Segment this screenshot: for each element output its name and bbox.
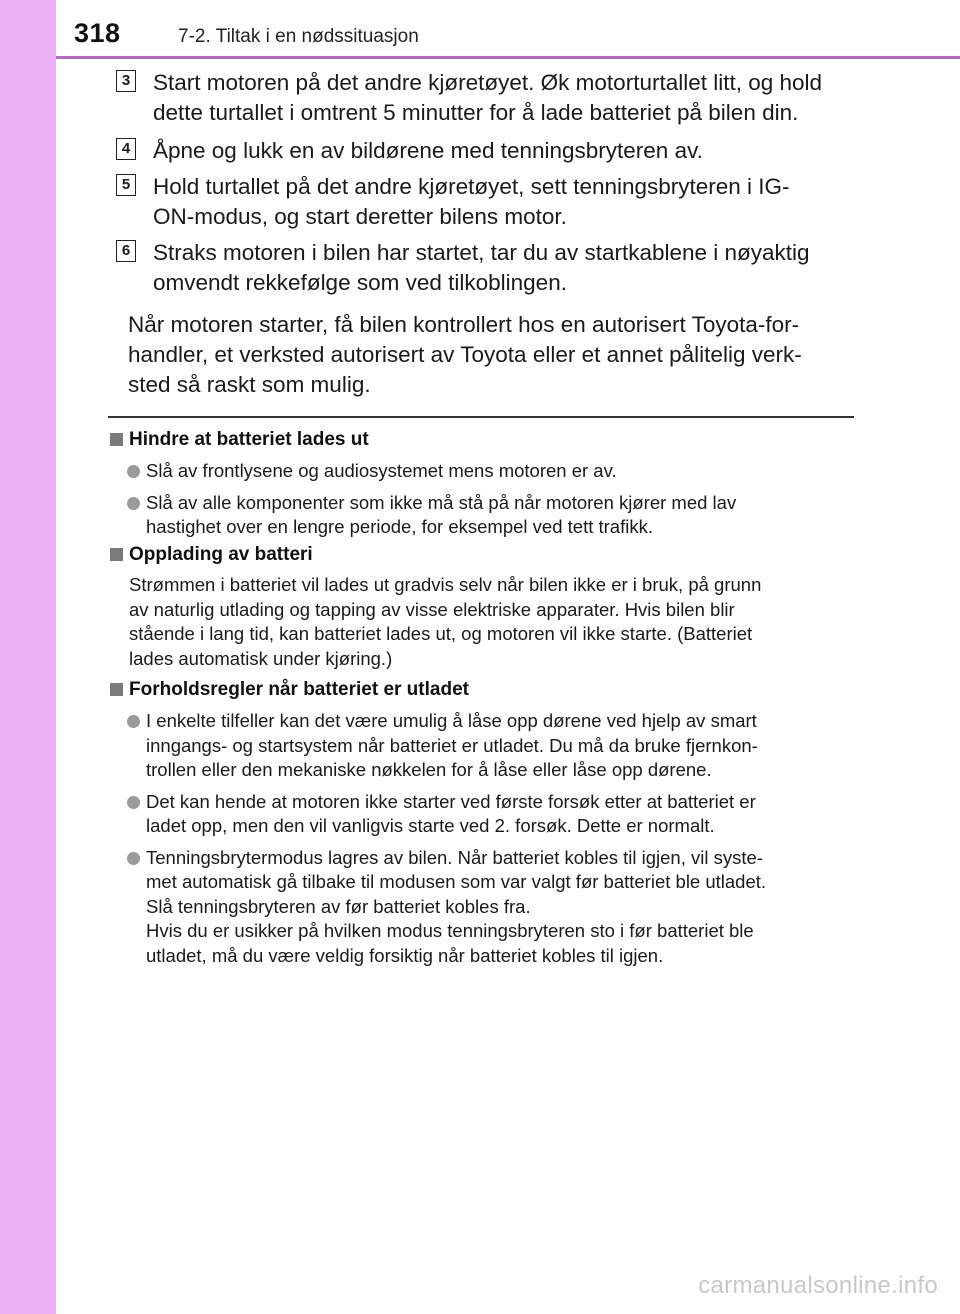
para-line: av naturlig utlading og tapping av visse elektriske apparater. Hvis bilen blir bbox=[129, 598, 735, 620]
step-line: Start motoren på det andre kjøretøyet. Øk motorturtallet litt, og hold bbox=[153, 70, 823, 95]
bullet-item bbox=[110, 709, 856, 783]
para-line: lades automatisk under kjøring.) bbox=[129, 647, 393, 669]
info-heading bbox=[110, 543, 856, 567]
section-title: 7-2. Tiltak i en nødssituasjon bbox=[178, 26, 419, 47]
bullet-item bbox=[110, 790, 856, 839]
square-bullet-icon bbox=[110, 548, 123, 561]
section-divider bbox=[108, 416, 854, 418]
step-number-badge: 3 bbox=[116, 70, 136, 92]
bullet-line: met automatisk gå tilbake til modusen som var valgt før batteriet ble utladet. bbox=[146, 871, 767, 892]
step-line: omvendt rekkefølge som ved tilkoblingen. bbox=[153, 270, 567, 295]
note-paragraph bbox=[128, 310, 848, 400]
step-text bbox=[153, 68, 847, 128]
step-line: dette turtallet i omtrent 5 minutter for å lade batteriet på bilen din. bbox=[153, 100, 799, 125]
info-heading bbox=[110, 678, 856, 702]
para-line: stående i lang tid, kan batteriet lades ut, og motoren vil ikke starte. (Batteriet bbox=[129, 623, 753, 644]
bullet-line: trollen eller den mekaniske nøkkelen for å låse eller låse opp dørene. bbox=[146, 759, 712, 780]
header-rule bbox=[56, 56, 960, 59]
circle-bullet-icon bbox=[127, 497, 140, 510]
square-bullet-icon bbox=[110, 683, 123, 696]
info-heading-text: Hindre at batteriet lades ut bbox=[129, 429, 369, 450]
circle-bullet-icon bbox=[127, 796, 140, 809]
bullet-line: Det kan hende at motoren ikke starter ved første forsøk etter at batteriet er bbox=[146, 790, 756, 812]
bullet-line: hastighet over en lengre periode, for eksempel ved tett trafikk. bbox=[146, 516, 653, 537]
bullet-line: ladet opp, men den vil vanligvis starte ved 2. forsøk. Dette er normalt. bbox=[146, 815, 715, 836]
step-text bbox=[153, 136, 847, 166]
step-line: Hold turtallet på det andre kjøretøyet, sett tenningsbryteren i IG- bbox=[153, 174, 790, 199]
left-sidebar-band bbox=[0, 0, 56, 1314]
step-number-badge: 4 bbox=[116, 138, 136, 160]
note-line: sted så raskt som mulig. bbox=[128, 372, 371, 397]
info-paragraph bbox=[110, 573, 856, 671]
square-bullet-icon bbox=[110, 433, 123, 446]
step-line: Straks motoren i bilen har startet, tar du av startkablene i nøyaktig bbox=[153, 240, 810, 265]
bullet-item bbox=[110, 846, 856, 969]
info-heading bbox=[110, 428, 856, 452]
para-line: Strømmen i batteriet vil lades ut gradvis selv når bilen ikke er i bruk, på grunn bbox=[129, 574, 762, 595]
step-text bbox=[153, 238, 847, 298]
circle-bullet-icon bbox=[127, 715, 140, 728]
bullet-line: Slå av frontlysene og audiosystemet mens motoren er av. bbox=[146, 460, 617, 481]
info-heading-text: Forholdsregler når batteriet er utladet bbox=[129, 679, 469, 700]
bullet-item bbox=[110, 459, 856, 484]
step-text bbox=[153, 172, 847, 232]
note-line: Når motoren starter, få bilen kontrollert hos en autorisert Toyota-for- bbox=[128, 312, 800, 337]
bullet-line: Slå tenningsbryteren av før batteriet kobles fra. bbox=[146, 895, 531, 917]
circle-bullet-icon bbox=[127, 465, 140, 478]
bullet-item bbox=[110, 491, 856, 540]
info-heading-text: Opplading av batteri bbox=[129, 544, 313, 565]
bullet-line: inngangs- og startsystem når batteriet er utladet. Du må da bruke fjernkon- bbox=[146, 734, 758, 756]
step-line: ON-modus, og start deretter bilens motor. bbox=[153, 204, 567, 229]
bullet-line: utladet, må du være veldig forsiktig når batteriet kobles til igjen. bbox=[146, 944, 664, 966]
bullet-line: Slå av alle komponenter som ikke må stå på når motoren kjører med lav bbox=[146, 491, 737, 513]
step-line: Åpne og lukk en av bildørene med tenningsbryteren av. bbox=[153, 138, 703, 163]
note-line: handler, et verksted autorisert av Toyota eller et annet pålitelig verk- bbox=[128, 342, 802, 367]
step-number-badge: 5 bbox=[116, 174, 136, 196]
info-charging bbox=[110, 543, 856, 671]
bullet-line: Tenningsbrytermodus lagres av bilen. Når batteriet kobles til igjen, vil syste- bbox=[146, 846, 763, 868]
watermark: carmanualsonline.info bbox=[698, 1272, 938, 1299]
step-number-badge: 6 bbox=[116, 240, 136, 262]
circle-bullet-icon bbox=[127, 852, 140, 865]
bullet-line: I enkelte tilfeller kan det være umulig å låse opp dørene ved hjelp av smart bbox=[146, 710, 757, 731]
info-discharge bbox=[110, 428, 856, 540]
bullet-line: Hvis du er usikker på hvilken modus tenningsbryteren sto i før batteriet ble bbox=[146, 920, 754, 941]
page-number: 318 bbox=[74, 18, 121, 48]
info-precautions bbox=[110, 678, 856, 968]
